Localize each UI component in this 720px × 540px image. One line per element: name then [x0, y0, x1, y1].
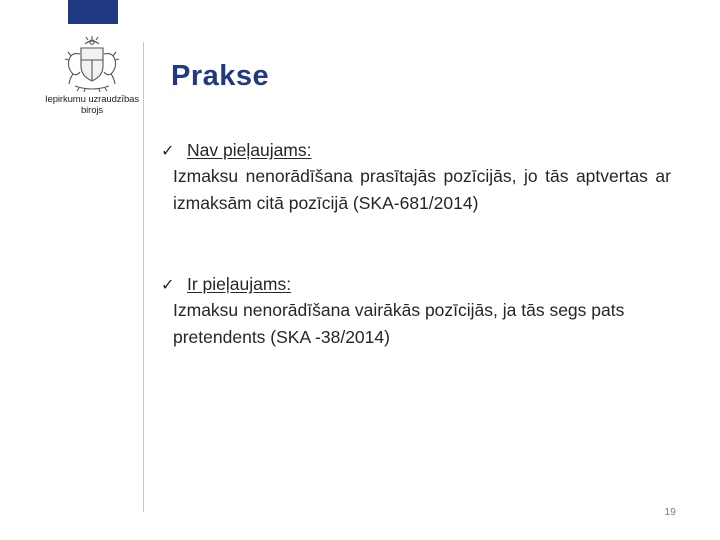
- organization-name-line2: birojs: [80, 105, 104, 116]
- slide-title: Prakse: [171, 60, 270, 92]
- list-item: [161, 138, 671, 217]
- item-heading: [161, 138, 671, 163]
- item-heading: [161, 272, 671, 297]
- organization-name-line1: Iepirkumu uzraudzības: [44, 94, 139, 105]
- header-accent-bar: [68, 0, 118, 24]
- item-heading-label: Nav pieļaujams:: [187, 140, 312, 160]
- list-item: [161, 272, 671, 351]
- item-text: Izmaksu nenorādīšana prasītajās pozīcijās, jo tās aptvertas ar izmaksām citā pozīcijā (SKA-681/2014): [173, 166, 671, 213]
- organization-name: [40, 94, 144, 116]
- item-heading-label: Ir pieļaujams:: [187, 274, 292, 294]
- check-icon: ✓: [161, 141, 175, 160]
- coat-of-arms-icon: [61, 36, 123, 94]
- organization-logo: [40, 36, 144, 118]
- item-text: Izmaksu nenorādīšana vairākās pozīcijās, ja tās segs pats pretendents (SKA -38/2014): [173, 300, 625, 347]
- page-number: 19: [664, 506, 676, 518]
- check-icon: ✓: [161, 275, 175, 294]
